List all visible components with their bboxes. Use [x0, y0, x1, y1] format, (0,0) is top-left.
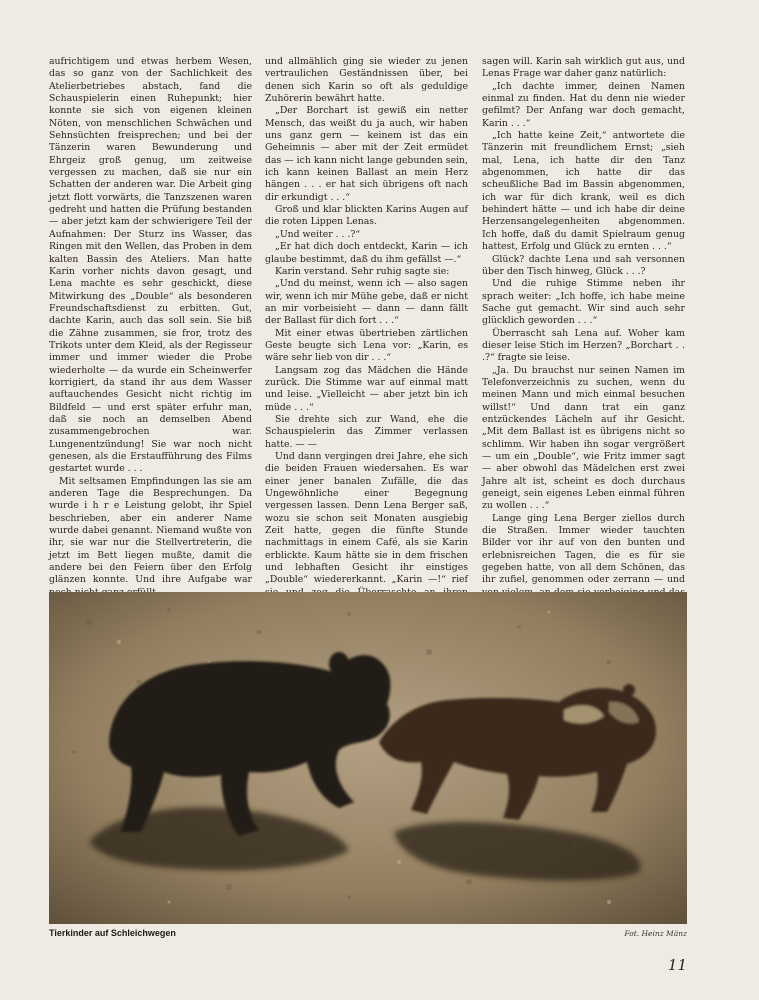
paragraph: Lange ging Lena Berger ziellos durch die Straßen. Immer wieder tauchten Bilder vor ihr auf von den bunten und erlebnisreichen Tagen, die es für sie gegeben hatte, von all dem Schönen, das ihr zufiel, genommen oder zerrann — und	[482, 512, 685, 586]
paragraph: „Der Borchart ist gewiß ein netter Mensch, das weißt du ja auch, wir haben uns ganz gern — keinem ist das ein Geheimnis — aber mit der Zeit ermüdet das — ich kann nicht lange gebunden sein, ich kann keinen Ballast an mein Herz hängen . . . er hat sich übrigens oft nach dir erkundigt . . .“	[265, 105, 468, 203]
paragraph: Groß und klar blickten Karins Augen auf die roten Lippen Lenas.	[265, 204, 468, 228]
paragraph: Mit einer etwas übertrieben zärtlichen Geste beugte sich Lena vor: „Karin, es wäre sehr lieb von dir . . .“	[265, 327, 468, 364]
paragraph: „Er hat dich doch entdeckt, Karin — ich glaube bestimmt, daß du ihm gefällst —.“	[265, 241, 468, 265]
paragraph: „Ja. Du brauchst nur seinen Namen im Telefonverzeichnis zu suchen, wenn du meinen Mann und mich einmal besuchen willst!“ Und dann trat ein ganz entzückendes Lächeln auf ihr Gesicht. „Mit dem Ballast ist es übrigens nicht so schlimm. Wir haben ihn sogar vergrößert — um ein „Double“, wie Fritz immer sagt — aber obwohl das Mädelchen erst zwei Jahre alt ist, scheint es doch durchaus geneigt, sein eigenes Leben einmal führen zu wollen . . .“	[482, 364, 685, 512]
paragraph: Langsam zog das Mädchen die Hände zurück. Die Stimme war auf einmal matt und leise. „Vielleicht — aber jetzt bin ich müde . . .“	[265, 364, 468, 413]
paragraph: „Ich dachte immer, deinen Namen einmal zu finden. Hat du denn nie wieder gefilmt? Der Anfang war doch gemacht, Karin . . .“	[482, 80, 685, 129]
paragraph: Überrascht sah Lena auf. Woher kam dieser leise Stich im Herzen? „Borchart . . .?“ fragte sie leise.	[482, 327, 685, 364]
paragraph: Glück? dachte Lena und sah versonnen über den Tisch hinweg, Glück . . .?	[482, 253, 685, 277]
paragraph: Und die ruhige Stimme neben ihr sprach weiter: „Ich hoffe, ich habe meine Sache gut gemacht. Wir sind auch sehr glücklich geworden . . .“	[482, 278, 685, 327]
paragraph: aufrichtigem und etwas herbem Wesen, das so ganz von der Sachlichkeit des Atelierbetriebes abstach, fand die Schauspielerin einen Ruhepunkt; hier konnte sie sich von eigenen kleinen Nöten, von menschlichen Schwächen und Sehnsüchten freisprechen; und bei der Tänzerin waren Bewunderung und Ehrgeiz groß genug, um zeitweise vergessen zu machen, daß sie nur ein Schatten der anderen war. Die Arbeit ging jetzt flott vorwärts, die Tanzszenen waren gedreht und hatten die Prüfung bestanden — aber jetzt kam der schwierigere Teil der Aufnahmen: Der Sturz ins Wasser, das Ringen mit den Wellen, das Proben in dem kalten Bassin des Ateliers. Man hatte Karin vorher nichts davon gesagt, und Lena machte es sehr geschickt, diese Mitwirkung des „Double“ als besonderen Freundschaftsdienst zu erbitten. Gut, dachte Karin, auch das soll sein. Sie biß die Zähne zusammen, sie fror, trotz des Trikots unter dem Kleid, als der Regisseur immer und immer wieder die Probe wiederholte — da wurde ein Scheinwerfer korrigiert, da stand ihr aus dem Wasser auftauchendes Gesicht nicht richtig im Bildfeld — und erst später erfuhr man, daß sie noch an demselben Abend zusammengebrochen war. Lungenentzündung! Sie war noch nicht genesen, als die Erstaufführung des Films gestartet wurde . . .	[49, 56, 252, 475]
text-column-1	[49, 56, 252, 661]
paragraph: sagen will. Karin sah wirklich gut aus, und Lenas Frage war daher ganz natürlich:	[482, 56, 685, 80]
paragraph: und allmählich ging sie wieder zu jenen vertraulichen Geständnissen über, bei denen sich Karin so oft als geduldige Zuhörerin bewährt hatte.	[265, 56, 468, 105]
photo-caption: Tierkinder auf Schleichwegen	[49, 928, 176, 938]
page-number: 11	[667, 956, 687, 974]
paragraph: „Und weiter . . .?“	[275, 228, 361, 240]
bear-cubs-photo	[49, 592, 687, 924]
text-column-2	[265, 56, 468, 649]
paragraph: Mit seltsamen Empfindungen las sie am anderen Tage die Besprechungen. Da wurde i h r e Leistung gelobt, ihr Spiel beschrieben, aber ein anderer Name wurde dabei genannt. Niemand wußte von ihr, sie war nur die Stellvertreterin, die jetzt im Bett liegen mußte, damit die andere bei den Feiern über den Erfolg glänzen konnte. Und ihre Aufgabe war	[49, 475, 252, 586]
paragraph: Und dann vergingen drei Jahre, ehe sich die beiden Frauen wiedersahen. Es war einer jener banalen Zufälle, die das Ungewöhnliche einer Begegnung vergessen lassen. Denn Lena Berger saß, wozu sie schon seit Monaten ausgiebig Zeit hatte, gegen die fünfte Stunde nachmittags in einem Café, als sie Karin erblickte. Kaum hätte sie in dem frischen und lebhaften Gesicht ihr einstiges „Double“ wiedererkannt. „Karin —!“ rief	[265, 451, 468, 586]
paragraph: „Und du meinst, wenn ich — also sagen wir, wenn ich mir Mühe gebe, daß er nicht an mir vorbeisieht — dann — dann fällt der Ballast für dich fort . . .“	[265, 278, 468, 327]
text-column-3	[482, 56, 685, 636]
paragraph: Sie drehte sich zur Wand, ehe die Schauspielerin das Zimmer verlassen hatte. — —	[265, 413, 468, 450]
paragraph: Karin verstand. Sehr ruhig sagte sie:	[275, 265, 450, 277]
paragraph: „Ich hatte keine Zeit,“ antwortete die Tänzerin mit freundlichem Ernst; „sieh mal, Lena, ich hatte dir den Tanz abgenommen, ich hatte dir das scheußliche Bad im Bassin abgenommen, ich war für dich krank, weil es dich behindert hätte — und ich habe dir deine Herzensangelegenheiten abgenommen. Ich hoffe, daß du damit Spielraum genug hattest, Erfolg und Glück zu ernten . . .“	[482, 130, 685, 253]
photo-credit: Fot. Heinz Mänz	[624, 929, 687, 938]
